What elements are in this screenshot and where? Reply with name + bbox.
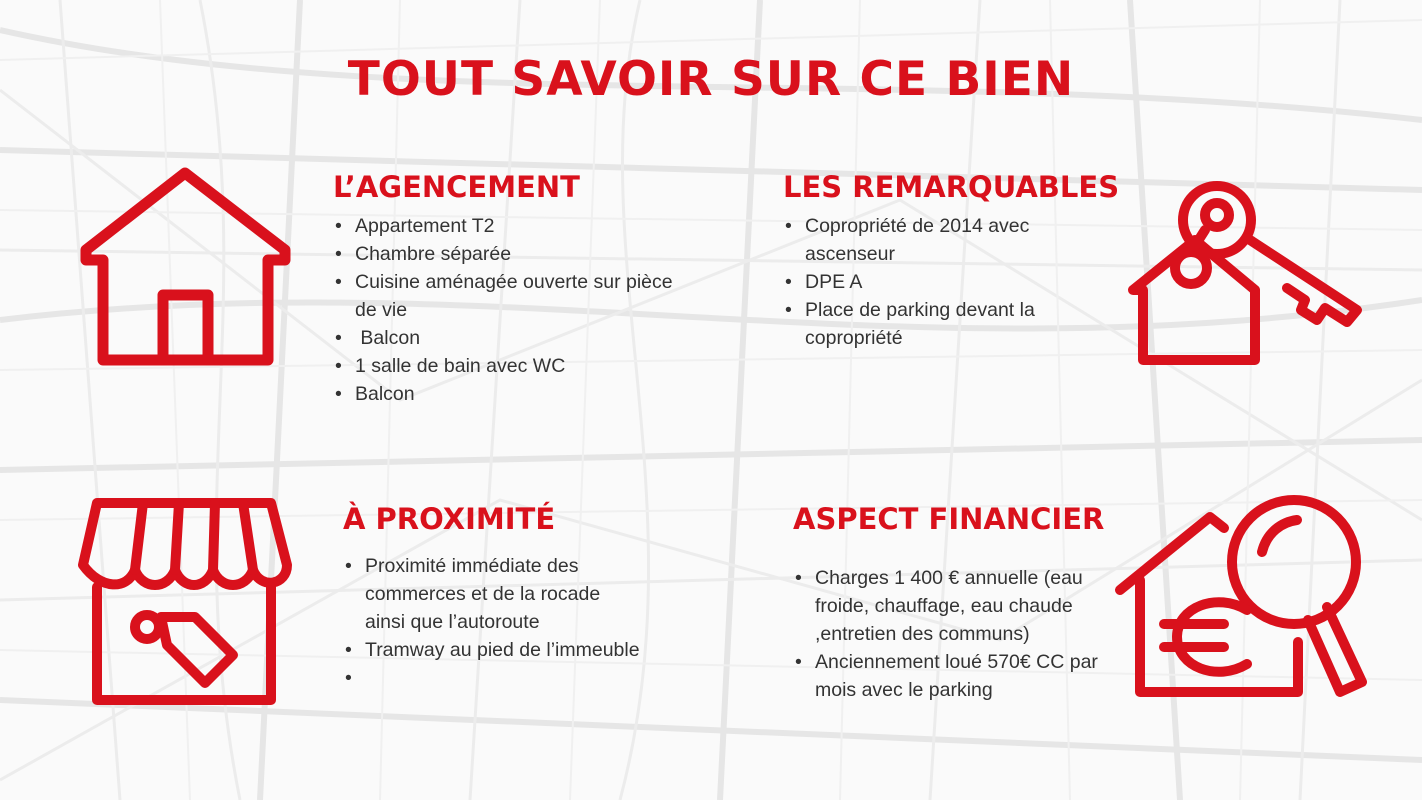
house-icon bbox=[78, 165, 293, 370]
list-item: • 1 salle de bain avec WC bbox=[333, 352, 678, 380]
section-financier bbox=[793, 502, 1103, 704]
feature-list bbox=[793, 564, 1103, 704]
list-item: • Proximité immédiate des commerces et de la rocade ainsi que l’autoroute bbox=[343, 552, 643, 636]
section-remarquables bbox=[783, 170, 1120, 352]
section-heading: ASPECT FINANCIER bbox=[793, 502, 1105, 536]
section-heading: LES REMARQUABLES bbox=[783, 170, 1120, 204]
shop-icon bbox=[75, 495, 293, 707]
list-item: • Appartement T2 bbox=[333, 212, 678, 240]
house-euro-search-icon bbox=[1112, 492, 1374, 707]
list-item: • DPE A bbox=[783, 268, 1083, 296]
list-item: • Balcon bbox=[333, 380, 678, 408]
feature-list bbox=[343, 552, 643, 692]
list-item: • Place de parking devant la copropriété bbox=[783, 296, 1083, 352]
list-item: • Charges 1 400 € annuelle (eau froide, chauffage, eau chaude ,entretien des communs) bbox=[793, 564, 1103, 648]
page-title: TOUT SAVOIR SUR CE BIEN bbox=[347, 52, 1075, 107]
section-proximite bbox=[343, 502, 643, 692]
feature-list bbox=[333, 212, 678, 408]
list-item bbox=[343, 664, 643, 692]
section-agencement bbox=[333, 170, 678, 408]
list-item: • Balcon bbox=[333, 324, 678, 352]
list-item: • Cuisine aménagée ouverte sur pièce de vie bbox=[333, 268, 678, 324]
list-item: • Anciennement loué 570€ CC par mois avec le parking bbox=[793, 648, 1103, 704]
list-item: • Tramway au pied de l’immeuble bbox=[343, 636, 643, 664]
list-item: • Chambre séparée bbox=[333, 240, 678, 268]
section-heading: L’AGENCEMENT bbox=[333, 170, 580, 204]
section-heading: À PROXIMITÉ bbox=[343, 502, 556, 536]
feature-list bbox=[783, 212, 1083, 352]
list-item: • Copropriété de 2014 avec ascenseur bbox=[783, 212, 1083, 268]
keys-house-icon bbox=[1125, 160, 1365, 370]
